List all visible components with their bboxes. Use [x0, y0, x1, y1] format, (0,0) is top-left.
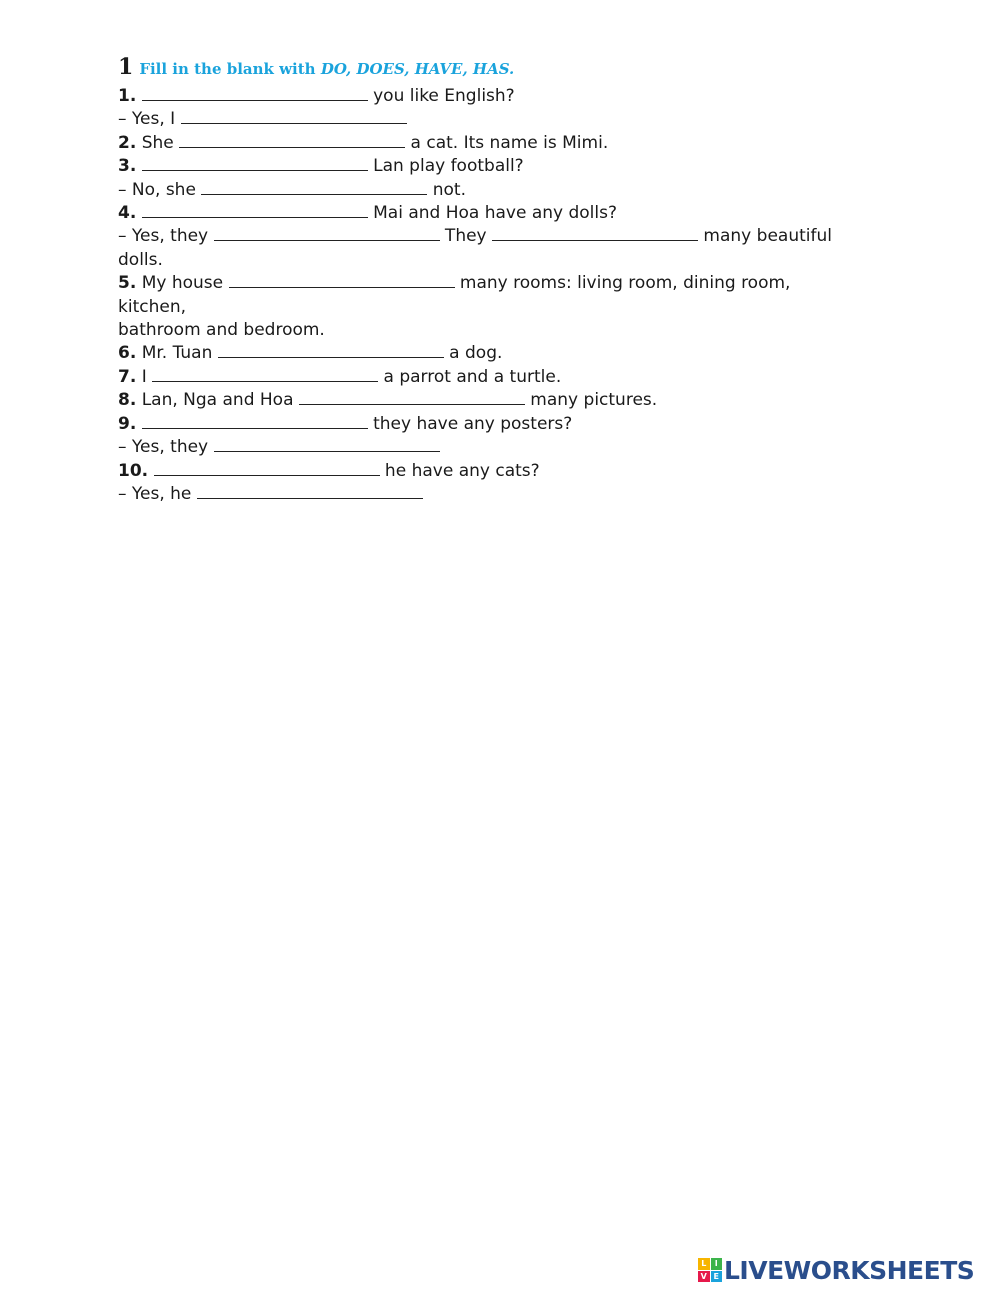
answer-blank[interactable] [181, 109, 407, 124]
question-line [118, 179, 878, 202]
question-text-after: he have any cats? [379, 460, 540, 481]
exercise-title [118, 54, 878, 82]
question-text-before: – Yes, I [118, 109, 181, 130]
question-line [118, 366, 878, 389]
answer-blank[interactable] [229, 273, 455, 288]
question-text-before: bathroom and bedroom. [118, 320, 325, 341]
logo-icon-tile: L [698, 1258, 710, 1270]
question-number: 10. [118, 460, 149, 481]
question-text-before: Lan, Nga and Hoa [136, 390, 299, 411]
question-number: 2. [118, 132, 137, 153]
question-text-after: They [439, 226, 493, 247]
question-text-before: Mr. Tuan [136, 343, 218, 364]
question-number: 6. [118, 343, 137, 364]
question-line [118, 132, 878, 155]
question-text-after: many beautiful [698, 226, 832, 247]
liveworksheets-logo-icon [698, 1258, 722, 1282]
answer-blank[interactable] [152, 367, 378, 382]
answer-blank[interactable] [218, 343, 444, 358]
worksheet [118, 54, 878, 506]
question-text-before: – No, she [118, 179, 202, 200]
question-text-after: a dog. [443, 343, 503, 364]
question-line [118, 202, 878, 225]
answer-blank[interactable] [142, 414, 368, 429]
answer-blank[interactable] [299, 390, 525, 405]
answer-blank[interactable] [142, 86, 368, 101]
question-number: 1. [118, 86, 137, 106]
answer-blank[interactable] [154, 461, 380, 476]
question-text-after: Mai and Hoa have any dolls? [367, 203, 618, 224]
question-line [118, 108, 878, 131]
question-number: 8. [118, 390, 137, 411]
logo-icon-tile: I [711, 1258, 723, 1270]
answer-blank[interactable] [201, 180, 427, 195]
question-line [118, 296, 878, 319]
question-number: 7. [118, 366, 137, 387]
question-text-after: a cat. Its name is Mimi. [405, 132, 609, 153]
question-text-after: many rooms: living room, dining room, [454, 273, 791, 294]
question-text-before: I [136, 366, 153, 387]
question-number: 9. [118, 413, 137, 434]
question-number: 3. [118, 156, 137, 177]
answer-blank[interactable] [214, 226, 440, 241]
question-text-before: – Yes, they [118, 437, 214, 458]
question-text-before: – Yes, they [118, 226, 214, 247]
exercise-instruction: Fill in the blank with [139, 60, 321, 78]
answer-blank[interactable] [142, 156, 368, 171]
question-line [118, 225, 878, 248]
question-text-before: She [136, 132, 180, 153]
logo-icon-tile: V [698, 1271, 710, 1283]
answer-blank[interactable] [179, 133, 405, 148]
question-text-after: you like English? [367, 86, 515, 106]
question-line [118, 389, 878, 412]
question-line [118, 436, 878, 459]
liveworksheets-logo-text: LIVEWORKSHEETS [724, 1255, 975, 1285]
question-text-after: Lan play football? [367, 156, 524, 177]
question-line [118, 342, 878, 365]
question-text-after: not. [427, 179, 466, 200]
question-text-before: dolls. [118, 249, 163, 270]
question-line [118, 155, 878, 178]
question-list [118, 85, 878, 506]
question-line [118, 460, 878, 483]
exercise-number: 1 [118, 54, 134, 80]
question-number: 4. [118, 203, 137, 224]
question-line [118, 483, 878, 506]
logo-icon-tile: E [711, 1271, 723, 1283]
question-line [118, 249, 878, 272]
answer-blank[interactable] [214, 437, 440, 452]
question-text-before: My house [136, 273, 229, 294]
question-line [118, 413, 878, 436]
answer-blank[interactable] [197, 484, 423, 499]
question-number: 5. [118, 273, 137, 294]
question-text-before: kitchen, [118, 296, 186, 317]
question-line [118, 272, 878, 295]
question-text-after: many pictures. [524, 390, 658, 411]
answer-blank[interactable] [492, 226, 698, 241]
question-line [118, 319, 878, 342]
question-text-after: they have any posters? [367, 413, 573, 434]
question-text-before: – Yes, he [118, 483, 197, 504]
answer-blank[interactable] [142, 203, 368, 218]
question-text-after: a parrot and a turtle. [378, 366, 562, 387]
exercise-words: DO, DOES, HAVE, HAS. [320, 60, 515, 78]
question-line [118, 85, 878, 108]
liveworksheets-logo [698, 1254, 974, 1286]
